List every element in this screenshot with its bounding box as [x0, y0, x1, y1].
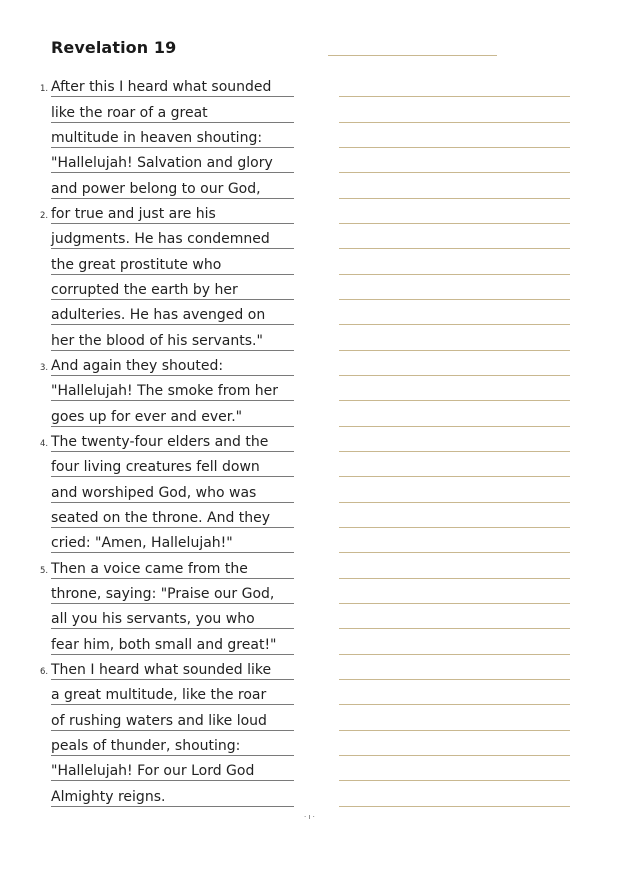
verse-text: peals of thunder, shouting: [51, 737, 241, 754]
verse-text: And again they shouted: [51, 357, 224, 374]
text-line [0, 756, 300, 781]
verse-text: The twenty-four elders and the [51, 433, 269, 450]
verse-number: 2. [40, 210, 49, 221]
verse-text: her the blood of his servants." [51, 332, 263, 349]
text-line [0, 123, 300, 148]
writing-line[interactable] [339, 123, 570, 148]
text-line [0, 97, 300, 122]
page-title: Revelation 19 [51, 38, 177, 57]
writing-line[interactable] [339, 148, 570, 173]
writing-line[interactable] [339, 325, 570, 350]
writing-line[interactable] [339, 173, 570, 198]
verse-number: 5. [40, 565, 49, 576]
verse-text: judgments. He has condemned [51, 231, 270, 248]
verse-text: Then a voice came from the [51, 560, 248, 577]
text-line [0, 452, 300, 477]
text-line [0, 376, 300, 401]
text-line [0, 781, 300, 806]
verse-text: fear him, both small and great!" [51, 636, 277, 653]
writing-line[interactable] [339, 629, 570, 654]
writing-line[interactable] [339, 731, 570, 756]
verse-text: the great prostitute who [51, 256, 222, 273]
name-write-line[interactable] [328, 55, 497, 56]
verse-text: Almighty reigns. [51, 788, 166, 805]
scripture-text-column [0, 72, 300, 807]
text-line [0, 680, 300, 705]
verse-text: and power belong to our God, [51, 180, 261, 197]
verse-text: After this I heard what sounded [51, 79, 272, 96]
verse-text: goes up for ever and ever." [51, 408, 243, 425]
writing-line[interactable] [339, 528, 570, 553]
verse-text: all you his servants, you who [51, 611, 255, 628]
verse-text: adulteries. He has avenged on [51, 307, 266, 324]
text-line [0, 553, 300, 578]
verse-text: cried: "Amen, Hallelujah!" [51, 535, 233, 552]
verse-text: of rushing waters and like loud [51, 712, 267, 729]
verse-text: and worshiped God, who was [51, 484, 257, 501]
writing-rule [339, 806, 570, 807]
verse-text: four living creatures fell down [51, 459, 260, 476]
verse-number: 3. [40, 362, 49, 373]
verse-text: a great multitude, like the roar [51, 687, 267, 704]
text-line [0, 300, 300, 325]
writing-line[interactable] [339, 655, 570, 680]
text-line [0, 224, 300, 249]
text-line [0, 275, 300, 300]
text-line [0, 731, 300, 756]
text-line [0, 604, 300, 629]
verse-text: "Hallelujah! The smoke from her [51, 383, 279, 400]
writing-line[interactable] [339, 452, 570, 477]
writing-line[interactable] [339, 97, 570, 122]
text-line [0, 477, 300, 502]
writing-practice-column [339, 72, 570, 807]
text-underline [51, 806, 294, 807]
writing-line[interactable] [339, 503, 570, 528]
verse-text: "Hallelujah! For our Lord God [51, 763, 255, 780]
writing-line[interactable] [339, 604, 570, 629]
text-line [0, 351, 300, 376]
verse-text: Then I heard what sounded like [51, 661, 272, 678]
writing-line[interactable] [339, 781, 570, 806]
text-line [0, 655, 300, 680]
writing-line[interactable] [339, 300, 570, 325]
writing-line[interactable] [339, 553, 570, 578]
text-line [0, 401, 300, 426]
text-line [0, 173, 300, 198]
verse-text: corrupted the earth by her [51, 281, 238, 298]
writing-line[interactable] [339, 680, 570, 705]
verse-text: seated on the throne. And they [51, 509, 271, 526]
verse-text: "Hallelujah! Salvation and glory [51, 155, 273, 172]
writing-line[interactable] [339, 249, 570, 274]
verse-number: 6. [40, 666, 49, 677]
text-line [0, 148, 300, 173]
writing-line[interactable] [339, 351, 570, 376]
writing-line[interactable] [339, 199, 570, 224]
writing-line[interactable] [339, 705, 570, 730]
text-line [0, 249, 300, 274]
text-line [0, 705, 300, 730]
page-number: · ı · [304, 813, 315, 821]
verse-text: multitude in heaven shouting: [51, 129, 263, 146]
writing-line[interactable] [339, 376, 570, 401]
writing-line[interactable] [339, 275, 570, 300]
verse-text: like the roar of a great [51, 104, 208, 121]
verse-text: throne, saying: "Praise our God, [51, 585, 275, 602]
text-line [0, 427, 300, 452]
writing-line[interactable] [339, 579, 570, 604]
text-line [0, 629, 300, 654]
writing-line[interactable] [339, 224, 570, 249]
writing-line[interactable] [339, 401, 570, 426]
text-line [0, 503, 300, 528]
writing-line[interactable] [339, 756, 570, 781]
text-line [0, 579, 300, 604]
writing-line[interactable] [339, 427, 570, 452]
verse-number: 1. [40, 84, 49, 95]
writing-line[interactable] [339, 72, 570, 97]
verse-number: 4. [40, 438, 49, 449]
text-line [0, 72, 300, 97]
text-line [0, 325, 300, 350]
writing-line[interactable] [339, 477, 570, 502]
verse-text: for true and just are his [51, 205, 216, 222]
text-line [0, 199, 300, 224]
text-line [0, 528, 300, 553]
